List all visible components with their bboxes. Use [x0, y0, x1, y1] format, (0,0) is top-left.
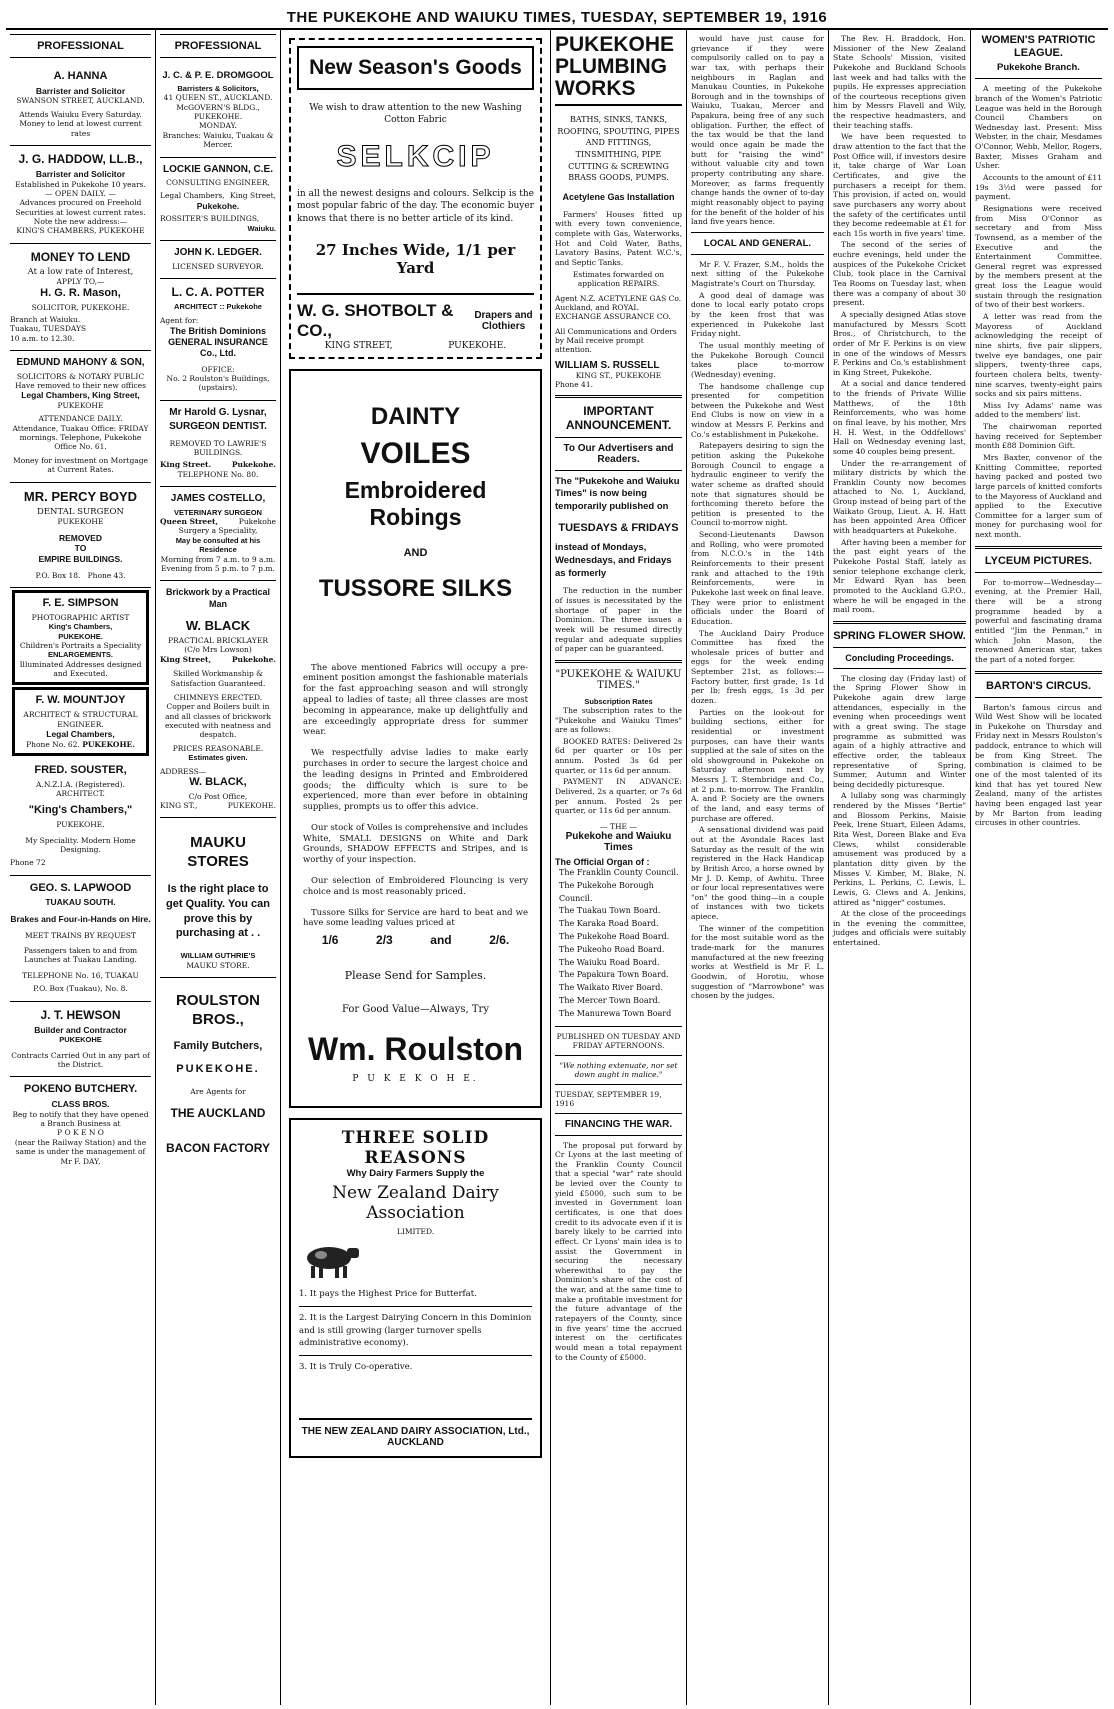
article-paragraph: Ratepayers desiring to sign the petition asking the Pukekohe Borough Council to engage a hydraulic engineer to verify the water scheme as drafted should note that signatures should be forthcoming thereto before the petition is presented to the Council to-morrow night.: [691, 441, 824, 528]
ad-name: LOCKIE GANNON, C.E.: [162, 163, 273, 175]
ad-address: SWANSON STREET, AUCKLAND.: [16, 96, 145, 106]
article-paragraph: A specially designed Atlas stove manufactured by Messrs Scott Bros., of Christchurch, to the order of Mr F. Perkins is on view in one of the windows of Messrs F. Perkins and Co.'s establishment in King Street, Pukekohe.: [833, 309, 966, 377]
column-3: [281, 30, 551, 1705]
ad-text: PUKEKOHE: [57, 400, 104, 410]
article-paragraph: A lullaby song was charmingly rendered by the Misses "Bertie" and Blossom Perkins, Maisie Peek, Irene Stuart, Eileen Adams, Rita West, Doreen Blake and Eva Clews, whilst considerable amusement was produced by a plantation ditty given by the Misses V. Kimber, M. Blake, N. Perkins, L. Perkins, C. Lewis, L. Lewis, G. Clews and A. Jenkins, attired as "nigger" costumes.: [833, 791, 966, 907]
cow-illustration: [299, 1240, 363, 1280]
ad-text: 10 a.m. to 12.30.: [10, 333, 75, 343]
ad-text: Pukekohe.: [196, 200, 240, 211]
ad-text: Attendance, Tuakau Office: FRIDAY mornings. Telephone, Pukekohe Office No. 61.: [12, 423, 149, 452]
ad-name: Wm. Roulston: [307, 1031, 524, 1068]
article-paragraph: A good deal of damage was done to local early potato crops by the keen frost that was experienced in Pukekohe last Friday night.: [691, 290, 824, 339]
ad-mahony: [10, 351, 151, 483]
ad-text: Estimates forwarded on application REPAIRS.: [572, 269, 665, 288]
ad-text: Beg to notify that they have opened a Branch Business at: [12, 1109, 149, 1128]
ad-text: McGOVERN'S BLDG., PUKEKOHE.: [176, 102, 260, 121]
article-paragraph: The handsome challenge cup presented for competition between the Pukekohe and West End Clubs is now on view in a window at Messrs F. Perkins and Co.'s establishment in Pukekohe.: [691, 381, 824, 439]
article-paragraph: A sensational dividend was paid out at the Avondale Races last Saturday as the result of the win registered in the Hack Handicap by British Arco, a horse owned by Mr J. D. Kemp, of Awhitu. Three or four local representatives were "on" the good thing—in a couple of instances with two tickets apiece.: [691, 825, 824, 922]
ad-text: For Good Value—Always, Try: [342, 1004, 489, 1016]
organ-list-item: The Pukekohe Borough Council.: [559, 880, 654, 903]
ad-text: PUKEKOHE.: [56, 820, 105, 830]
article-paragraph: The winner of the competition for the most suitable word as the trade-mark for the manures manufactured at the new freezing works at Westfield is Mr F. L. Goodwin, of Horotiu, whose suggestion of "Marrowbone" was chosen by the judges.: [691, 923, 824, 1001]
announcement-text: TUESDAYS & FRIDAYS: [558, 521, 679, 534]
ad-text: WILLIAM GUTHRIE'S: [180, 951, 256, 961]
ad-text: King's Chambers,: [48, 622, 113, 632]
ad-text: Are Agents for: [190, 1087, 246, 1096]
ad-souster: [10, 758, 151, 876]
ad-text: The British Dominions GENERAL INSURANCE Co., Ltd.: [168, 325, 268, 359]
ad-text: KING STREET,: [324, 340, 393, 351]
ad-text: Phone No. 62.: [26, 739, 80, 749]
ad-text: BACON FACTORY: [165, 1141, 270, 1156]
organ-list-item: The Papakura Town Board.: [559, 970, 669, 980]
ad-paragraph: Farmers' Houses fitted up with every town convenience, complete with Gas, Waterworks, Hot and Cold Water, Baths, Lavatory Basins, Patent W.C.'s, and Septic Tanks.: [555, 209, 682, 267]
ad-text: ARCHITECT.: [56, 789, 105, 798]
article-paragraph: BOOKED RATES: Delivered 2s 6d per quarter or 10s per annum. Posted 3s 6d per quarter, or 11s 6d per annum.: [555, 736, 682, 775]
ad-ledger: [160, 241, 276, 279]
announcement-subheading: To Our Advertisers and Readers.: [563, 442, 674, 465]
article-paragraph: For to-morrow—Wednesday—evening, at the Premier Hall, there will be a strong programme headed by a powerful and fascinating drama entitled "Jim the Penman," in which John Mason, the renowned American star, takes the part of a noted forger.: [975, 577, 1102, 664]
ad-text: PUKEKOHE.: [82, 739, 135, 749]
ad-text: Morning from 7 a.m. to 9 a.m.: [160, 554, 276, 564]
ad-text: Note the new address:—: [33, 217, 128, 226]
ad-text: PUKEKOHE.: [227, 801, 276, 810]
article-subheading: Pukekohe Branch.: [997, 62, 1080, 74]
ad-text: PUKEKOHE.: [58, 631, 103, 641]
announcement-text: The "Pukekohe and Waiuku Times" is now being temporarily published on: [555, 475, 680, 513]
ad-text: Pukekohe: [238, 517, 276, 526]
organ-list-item: The Tuakau Town Board.: [559, 906, 661, 916]
ad-text: At a low rate of Interest,: [27, 266, 134, 277]
ad-dromgool: [160, 64, 276, 158]
ad-simpson: [12, 590, 149, 685]
article-paragraph: After having been a member for the past eight years of the Pukekohe Postal Staff, lately as senior telephone exchange clerk, Mr Edward Ryan has been promoted to the Auckland G.P.O., where he will be engaged in the mail room.: [833, 537, 966, 615]
ad-text: My Speciality. Modern Home Designing.: [25, 835, 136, 854]
ad-name: J. C. & P. E. DROMGOOL: [162, 70, 274, 81]
ad-name: Mr Harold G. Lysnar,: [169, 406, 267, 418]
ad-text: P O K E N O: [57, 1128, 104, 1138]
article-paragraph: A letter was read from the Mayoress of Auckland acknowledging the receipt of nine shirts, five pair slippers, twelve eye bandages, one pair slippers, twenty-three caps, fourteen cholera belts, twenty-nine scarves, twenty-eight pairs socks and six pairs mittens.: [975, 312, 1102, 399]
organ-list-item: The Waikato River Board.: [559, 983, 663, 993]
price: 1/6: [321, 933, 339, 948]
organ-list-item: The Pukekohe Road Board.: [559, 931, 670, 941]
ad-text: Legal Chambers, King Street,: [21, 390, 140, 401]
section-professional: PROFESSIONAL: [10, 34, 151, 58]
motto: "We nothing extenuate, nor set down aught in malice.": [559, 1060, 678, 1079]
article-paragraph: The usual monthly meeting of the Pukekohe Borough Council takes place to-morrow (Wednesday) evening.: [691, 340, 824, 379]
announcement-text: instead of Mondays, Wednesdays, and Fridays as formerly: [555, 541, 672, 579]
ad-text: THE NEW ZEALAND DAIRY ASSOCIATION, Ltd., AUCKLAND: [299, 1418, 532, 1448]
ad-name: A. HANNA: [53, 70, 108, 82]
ad-lockie: [160, 158, 276, 242]
article-paragraph: Under the re-arrangement of military districts by which the Franklin County now becomes attached to No. 1, Auckland, Group instead of being part of the Waikato Group, Lieut. A. H. Hatt has been appointed Area Officer with headquarters at Pukekohe.: [833, 458, 966, 536]
ad-paragraph: Our stock of Voiles is comprehensive and includes White, SMALL DESIGNS on White and Dark Grounds, SHADOW EFFECTS and Stripes, and is worthy of your inspection.: [303, 822, 528, 866]
ad-name: J. G. HADDOW, LL.B.,: [18, 151, 143, 166]
organ-list-item: The Manurewa Town Board: [559, 1008, 672, 1018]
announcement-heading: IMPORTANT ANNOUNCEMENT.: [565, 403, 672, 432]
ad-text: Barristers & Solicitors,: [177, 83, 259, 93]
price: and: [430, 933, 452, 948]
ad-address: KING'S CHAMBERS, PUKEKOHE: [16, 226, 145, 236]
ad-name: JAMES COSTELLO,: [170, 493, 266, 505]
ad-name: F. E. SIMPSON: [42, 597, 119, 609]
ad-text: (C/o Mrs Lowson): [184, 645, 252, 655]
ad-haddow: [10, 146, 151, 244]
ad-text: — OPEN DAILY. —: [45, 188, 116, 198]
ad-text: ENLARGEMENTS.: [47, 650, 113, 660]
article-paragraph: At a social and dance tendered to the friends of Private Willie Matthews, of the 18th Reinforcements, who was home on final leave, by his mother, Mrs H. H. West, in the Oddfellows' Hall on Wednesday evening last, some 40 couples being present.: [833, 379, 966, 456]
organ-list-item: The Franklin County Council.: [559, 867, 679, 877]
ad-text: LICENSED SURVEYOR.: [172, 261, 264, 271]
ad-text: Established in Pukekohe 10 years.: [15, 179, 146, 189]
ad-text: DENTAL SURGEON: [37, 506, 124, 517]
article-heading: LOCAL AND GENERAL.: [703, 237, 812, 249]
ad-name: W. BLACK,: [189, 775, 247, 788]
ad-text: KING ST., PUKEKOHE: [575, 370, 662, 380]
article-paragraph: Barton's famous circus and Wild West Show will be located in Pukekohe on Thursday and Friday next in Messrs Roulston's paddock, entrance to which will be from King Street. The combination is claimed to be one of the most talented of its kind that has yet toured New Zealand, many of the artistes having been engaged last year by Mr Barton from leading circuses in other countries.: [975, 702, 1102, 828]
ad-note: Money to lend at lowest current rates: [19, 119, 142, 138]
subscription-heading: "PUKEKOHE & WAIUKU TIMES.": [555, 668, 682, 691]
ad-text: TUAKAU: [105, 970, 139, 980]
ad-text: PUKEKOHE.: [448, 340, 507, 351]
ad-name: POKENO BUTCHERY.: [23, 1083, 138, 1096]
column-7: [971, 30, 1106, 1705]
ad-black: [160, 581, 276, 818]
ad-text: Phone 72: [10, 858, 46, 868]
ad-text: Why Dairy Farmers Supply the: [346, 1168, 485, 1180]
ad-text: MEET TRAINS BY REQUEST: [24, 930, 137, 940]
ad-hewson: [10, 1002, 151, 1078]
article-paragraph: The Rev. H. Braddock, Hon. Missioner of the New Zealand State Schools' Mission, visited Pukekohe and Buckland Schools last week and had talks with the pupils. He expresses appreciation of the courteous receptions given him by Messrs Flavell and Wily, the respective headmasters, and their teaching staffs.: [833, 34, 966, 130]
article-paragraph: The closing day (Friday last) of the Spring Flower Show in Pukekohe again drew large attendances, especially in the evening when proceedings went with a great swing. The stage programme as submitted was again of a highly attractive and effective order, the tableaux representative of Spring, Summer, Autumn and Winter being decidedly picturesque.: [833, 673, 966, 789]
price: 2/6.: [489, 933, 510, 948]
ad-text: KING ST.,: [160, 801, 198, 810]
ad-name: J. T. HEWSON: [40, 1007, 121, 1022]
ad-paragraph: Tussore Silks for Service are hard to beat and we have some leading values priced at: [303, 907, 528, 929]
ad-text: AND: [403, 546, 428, 559]
ad-text: Children's Portraits a Speciality: [19, 640, 142, 650]
ad-text: REMOVED TO LAWRIE'S BUILDINGS.: [169, 438, 267, 457]
ad-name: GEO. S. LAPWOOD: [29, 881, 132, 894]
ad-text: Skilled Workmanship & Satisfaction Guaranteed.: [170, 669, 266, 688]
ad-text: We wish to draw attention to the new Washing Cotton Fabric: [309, 103, 522, 126]
ad-lysnar: [160, 401, 276, 488]
organ-list-item: The Waiuku Road Board.: [559, 957, 660, 967]
ad-name: EDMUND MAHONY & SON,: [16, 357, 145, 368]
ad-note: Attends Waiuku Every Saturday.: [19, 109, 142, 119]
article-paragraph: Mrs Baxter, convenor of the Knitting Committee, reported having packed and posted two large parcels of knitted comforts to the Mayoress of Auckland and applied to the Executive Committee for a larger sum of money for purchasing wool for next month.: [975, 452, 1102, 540]
ad-headline: TUSSORE SILKS: [318, 574, 513, 602]
ad-headline: New Zealand Dairy Association: [332, 1183, 499, 1224]
ad-text: PUKEKOHE: [59, 1035, 102, 1045]
ad-paragraph: Our selection of Embroidered Flouncing is very choice and is most reasonably priced.: [303, 875, 528, 897]
ad-text: Agent N.Z. ACETYLENE GAS Co. Auckland, and ROYAL EXCHANGE ASSURANCE CO.: [555, 293, 682, 321]
ad-text: OFFICE:: [201, 364, 235, 374]
ad-text: MONDAY.: [199, 121, 237, 131]
ad-text: Drapers and Clothiers: [474, 309, 533, 332]
ad-headline: THREE SOLID REASONS: [341, 1128, 490, 1169]
ad-hanna: [10, 64, 151, 146]
ad-headline: SELKCIP: [336, 140, 495, 174]
ad-text: P.O. Box (Tuakau), No. 8.: [33, 984, 128, 994]
ad-text: P U K E K O H E.: [352, 1074, 479, 1085]
ad-text: Pukekohe.: [231, 460, 276, 470]
ad-text: Contracts Carried Out in any part of the District.: [11, 1050, 150, 1069]
ad-text: PRACTICAL BRICKLAYER: [168, 636, 268, 645]
ad-text: Phone 43.: [87, 570, 126, 580]
ad-text: Brakes and Four-in-Hands on Hire.: [10, 914, 151, 924]
article-heading: WOMEN'S PATRIOTIC LEAGUE.: [981, 34, 1096, 59]
ad-text: Queen Street,: [160, 517, 219, 526]
ad-text: A.N.Z.I.A. (Registered).: [36, 779, 125, 789]
subscription-subheading: Subscription Rates: [584, 696, 653, 706]
ad-text: APPLY TO,—: [56, 277, 105, 287]
article-paragraph: would have just cause for grievance if they were compulsorily called on to pay a war tax, with perhaps their neighbours in Raglan and Manukau Counties, in Pukekohe Borough and in the townships of Waiuku, Tuakau, Mercer and Papakura, being free of any such obligation. Further, the effect of the tax would be that the land would once again be made the butt for "raising the wind" without valuable city and town property contributing any share. Moreover, as farms frequently change hands the owner of to-day might reasonably object to paying for the benefit of the holder of his land five years hence.: [691, 34, 824, 227]
ad-nz-dairy: [289, 1118, 542, 1458]
ad-text: Evening from 5 p.m. to 7 p.m.: [161, 563, 275, 573]
ad-name: H. G. R. Mason,: [40, 286, 121, 299]
ad-text: SOLICITOR, PUKEKOHE.: [31, 302, 130, 312]
ad-pokeno: [10, 1077, 151, 1173]
ad-text: in all the newest designs and colours. Selkcip is the most popular fabric of the day. The economic buyer knows that there is no better article of its kind.: [297, 189, 534, 224]
ad-text: Is the right place to get Quality. You can prove this by purchasing at . .: [166, 882, 270, 940]
ad-paragraph: We respectfully advise ladies to make early purchases in order to secure the largest choice and the leading designs in Printed and Embroidered goods; the difficulty which is sure to be experienced, more than ever before in obtaining supplies, prompts us to offer this advice.: [303, 748, 528, 813]
price: 2/3: [376, 933, 393, 948]
ad-text: Surgery a Speciality,: [178, 526, 258, 536]
ad-shotbolt: [289, 38, 542, 359]
ad-name: L. C. A. POTTER: [171, 285, 265, 299]
column-4: [551, 30, 687, 1705]
masthead: THE PUKEKOHE AND WAIUKU TIMES, TUESDAY, SEPTEMBER 19, 1916: [6, 6, 1108, 30]
ad-text: (near the Railway Station) and the same is under the management of Mr F. DAY,: [14, 1137, 147, 1166]
ad-headline: PLUMBING: [555, 55, 667, 79]
ad-text: May be consulted at his Residence: [175, 535, 261, 555]
ad-text: Builder and Contractor: [34, 1024, 127, 1035]
masthead-small: — THE —: [600, 821, 637, 831]
ad-text: Branches: Waiuku, Tuakau & Mercer.: [162, 130, 274, 150]
ad-plumbing-title: [555, 34, 682, 106]
ad-text: Family Butchers,: [173, 1039, 263, 1052]
ad-text: CHIMNEYS ERECTED.: [173, 692, 263, 702]
ad-text: King Street.: [160, 460, 212, 470]
ad-text: No. 2 Roulston's Buildings, (upstairs).: [166, 373, 270, 393]
article-subheading: Concluding Proceedings.: [845, 652, 954, 663]
ad-mason: [10, 244, 151, 351]
ad-text: Illuminated Addresses designed and Executed.: [19, 659, 142, 678]
publish-note: PUBLISHED ON TUESDAY AND FRIDAY AFTERNOONS.: [556, 1031, 681, 1050]
article-paragraph: Miss Ivy Adams' name was added to the members' list.: [975, 400, 1102, 420]
ad-text: REMOVED: [59, 532, 102, 543]
ad-price: 27 Inches Wide, 1/1 per Yard: [315, 240, 516, 277]
column-5: [687, 30, 829, 1705]
ad-title: Barrister and Solicitor: [35, 168, 126, 179]
ad-headline: Embroidered Robings: [344, 476, 487, 530]
ad-boyd: [10, 483, 151, 589]
reason: 3. It is Truly Co-operative.: [299, 1362, 413, 1373]
ad-name: FRED. SOUSTER,: [34, 763, 127, 776]
ad-text: 41 QUEEN ST., AUCKLAND.: [163, 93, 273, 103]
ad-paragraph: The above mentioned Fabrics will occupy a pre-eminent position amongst the fashionable materials for the fast approaching season and will strongly appeal to ladies of taste; all three classes are most becoming in appearance, make up delightfully and are exceedingly appropriate dress for summer wear.: [303, 662, 528, 738]
ad-text: TO: [74, 543, 87, 554]
ad-roulston-bros: [160, 978, 276, 1163]
article-paragraph: Parties on the look-out for building sections, either for residential or investment purposes, can have their wants supplied at the sale of sites on the old showground in Pukekohe on Saturday afternoon next by Messrs J. T. Stembridge and Co., at 2 p.m. to-morrow. The Franklin A. and P. Society are the owners of the land, and easy terms of purchase are offered.: [691, 707, 824, 823]
ad-name: JOHN K. LEDGER.: [174, 247, 262, 259]
ad-headline: WORKS: [555, 77, 636, 101]
ad-text: TUAKAU SOUTH.: [45, 897, 116, 908]
ad-text: CONSULTING ENGINEER,: [166, 178, 270, 187]
ad-text: Pukekohe.: [231, 654, 276, 664]
ad-text: PRICES REASONABLE.: [172, 743, 264, 753]
ad-headline: New Season's Goods: [297, 46, 534, 90]
reason: 2. It is the Largest Dairying Concern in this Dominion and is still growing (larger turnover spells administrative economy).: [299, 1312, 532, 1349]
ad-text: PUKEKOHE.: [176, 1063, 260, 1076]
article-paragraph: Accounts to the amount of £11 19s 3½d were passed for payment.: [975, 173, 1102, 202]
ad-costello: [160, 487, 276, 581]
ad-text: Phone 41.: [555, 379, 593, 389]
ad-text: THE AUCKLAND: [170, 1106, 266, 1121]
ad-text: P.O. Box 18.: [35, 570, 81, 580]
ad-name: MONEY TO LEND: [30, 249, 131, 264]
ad-text: Advances procured on Freehold Securities at lowest current rates.: [15, 198, 146, 217]
ad-text: PHOTOGRAPHIC ARTIST: [31, 612, 130, 622]
section-professional: PROFESSIONAL: [160, 34, 276, 58]
column-6: [829, 30, 971, 1705]
organ-list: [555, 867, 682, 1021]
column-1: [6, 30, 156, 1705]
ad-mauku: [160, 818, 276, 978]
ad-name: MAUKU STORES: [187, 834, 249, 871]
ad-text: All Communications and Orders by Mail receive prompt attention.: [555, 326, 677, 354]
article-paragraph: PAYMENT IN ADVANCE: Delivered, 2s a quarter, or 7s 6d per annum. Posted 2s per quarter, or 11s 6d per annum.: [555, 777, 682, 816]
ad-text: C/o Post Office,: [188, 791, 248, 801]
ad-text: ADDRESS—: [160, 766, 207, 776]
ad-text: SOLICITORS & NOTARY PUBLIC: [16, 371, 145, 381]
ad-text: EMPIRE BUILDINGS.: [38, 554, 123, 564]
ad-name: ROULSTON BROS.,: [176, 992, 260, 1028]
ad-text: BATHS, SINKS, TANKS, ROOFING, SPOUTING, PIPES AND FITTINGS, TINSMITHING, PIPE CUTTING & SCREWING BRASS GOODS, PUMPS.: [557, 115, 680, 183]
ad-text: Brickwork by a Practical Man: [165, 587, 271, 609]
ad-text: SURGEON DENTIST.: [169, 421, 267, 433]
ad-text: Have removed to their new offices: [15, 380, 146, 390]
ad-text: Estimates given.: [188, 753, 248, 763]
ad-text: Legal Chambers,: [46, 728, 115, 739]
price-list: [303, 933, 528, 947]
ad-text: PUKEKOHE: [57, 517, 104, 527]
organ-list-item: The Mercer Town Board.: [559, 995, 661, 1005]
ad-text: Copper and Boilers built in and all classes of brickwork executed with neatness and despatch.: [164, 702, 272, 740]
reason: 1. It pays the Highest Price for Butterfat.: [299, 1289, 477, 1300]
ad-roulston: [289, 369, 542, 1108]
masthead-small: Pukekohe and Waiuku Times: [565, 830, 672, 853]
column-2: [156, 30, 281, 1705]
ad-mountjoy: [12, 687, 149, 756]
ad-name: WILLIAM S. RUSSELL: [555, 359, 660, 371]
ad-text: Branch at Waiuku.: [10, 314, 81, 324]
ad-text: ARCHITECT & STRUCTURAL ENGINEER.: [23, 710, 138, 729]
ad-headline: PUKEKOHE: [555, 33, 675, 56]
issue-date: TUESDAY, SEPTEMBER 19, 1916: [555, 1089, 662, 1108]
organ-list-item: The Pukeoho Road Board.: [559, 944, 665, 954]
ad-text: Please Send for Samples.: [344, 969, 487, 983]
ad-text: King Street,: [160, 654, 212, 664]
ad-title: Barrister and Solicitor: [35, 85, 126, 96]
article-heading: BARTON'S CIRCUS.: [985, 679, 1092, 692]
ad-lapwood: [10, 876, 151, 1002]
article-heading: LYCEUM PICTURES.: [984, 554, 1093, 567]
ad-text: Waiuku.: [247, 223, 276, 233]
ad-text: King Street,: [229, 191, 276, 201]
ad-name: W. G. SHOTBOLT & CO.,: [297, 300, 454, 340]
article-paragraph: The subscription rates to the "Pukekohe and Waiuku Times" are as follows:: [555, 705, 682, 735]
ad-text: Agent for:: [160, 316, 199, 326]
ad-text: ATTENDANCE DAILY.: [38, 414, 123, 424]
ad-text: Money for investment on Mortgage at Current Rates.: [13, 455, 148, 475]
ad-text: TELEPHONE No. 80.: [177, 469, 259, 479]
ad-text: Tuakau, TUESDAYS: [10, 324, 87, 334]
ad-name: MR. PERCY BOYD: [23, 488, 138, 504]
article-paragraph: The second of the series of euchre evenings, held under the auspices of the Pukekohe Cricket Club, took place in the Carnival Tea Rooms on Tuesday last, when there was a company of about 30 present.: [833, 240, 966, 308]
ad-text: Passengers taken to and from Launches at Tuakau Landing.: [23, 946, 138, 965]
article-paragraph: The chairwoman reported having received for September month £88 Dominion Gift.: [975, 422, 1102, 451]
ad-name: F. W. MOUNTJOY: [35, 694, 126, 707]
article-paragraph: The proposal put forward by Cr Lyons at the last meeting of the Franklin County Council that a special "war" rate should be levied over the County to yield £5000, such sum to be invested in Government loan certificates, is one that does credit to its advocate even if it is barely likely to be carried into effect. Cr Lyons' main idea is to assist the Government in securing the necessary wherewithal to pay the Dominion's share of the cost of the war, and at the same time to make a profitable investment for the future advantage of the ratepayers of the County, since in five years' time the accrued interest on the certificates would mean a total repayment to the County of £5000.: [555, 1140, 682, 1362]
organ-heading: The Official Organ of :: [555, 856, 650, 867]
organ-list-item: The Karaka Road Board.: [559, 919, 659, 929]
article-paragraph: At the close of the proceedings in the evening the committee, judges and officials were suitably entertained.: [833, 909, 966, 948]
ad-name: W. BLACK: [185, 617, 251, 633]
article-paragraph: Second-Lieutenants Dawson and Rolling, who were promoted from N.C.O.'s in the 14th Reinforcements to their present rank and attached to the 19th Reinforcements, were in Pukekohe last week on final leave. They were prior to enlistment officials under the Board of Education.: [691, 530, 824, 626]
article-paragraph: A meeting of the Pukekohe branch of the Women's Patriotic League was held in the Borough Council Chambers on Wednesday last. Present: Miss Webster, in the chair, Mesdames O'Connor, Webb, Mellor, Rogers, Baxter, Misses Graham and Usher.: [975, 84, 1102, 171]
ad-text: ROSSITER'S BUILDINGS,: [160, 214, 260, 224]
ad-text: CLASS BROS.: [51, 1099, 110, 1109]
ad-text: TELEPHONE No. 16,: [22, 970, 103, 980]
article-paragraph: The reduction in the number of issues is necessitated by the shortage of paper in the Dominion. The three issues a week will be resumed directly regular and adequate supplies of paper can be guaranteed.: [555, 586, 682, 654]
article-paragraph: Resignations were received from Miss O'Connor as secretary and from Miss Townsend, as a member of the Executive and the Entertainment Committee. General regret was expressed by the members present at the great loss the League would sustain through the resignation of two of their best workers.: [975, 203, 1102, 310]
ad-text: Legal Chambers,: [160, 191, 225, 201]
article-heading: SPRING FLOWER SHOW.: [833, 629, 966, 642]
article-heading: FINANCING THE WAR.: [564, 1118, 673, 1130]
ad-text: LIMITED.: [396, 1227, 435, 1237]
ad-text: MAUKU STORE.: [186, 960, 250, 970]
ad-potter: [160, 279, 276, 401]
ad-headline: DAINTY: [370, 402, 461, 430]
ad-text: ARCHITECT :: Pukekohe: [174, 302, 262, 311]
article-paragraph: We have been requested to draw attention to the fact that the Post Office will, if investors desire it, take charge of War Loan Certificates, and give the purchasers a receipt for them. This provision, if acted on, would save purchasers any worry about the safety of the certificates until they become redeemable at £1 for each 15s worth in five years' time.: [833, 132, 966, 238]
ad-text: Acetylene Gas Installation: [562, 191, 675, 202]
ad-text: "King's Chambers,": [28, 804, 133, 817]
article-paragraph: The Auckland Dairy Produce Committee has fixed the wholesale prices of butter and eggs for the week ending September 21st, as follows:—Factory butter, first grade, 1s 1d per lb; fresh eggs, 1s 3d per dozen.: [691, 628, 824, 705]
ad-headline: VOILES: [360, 436, 471, 470]
article-paragraph: Mr F. V. Frazer, S.M., holds the next sitting of the Pukekohe Magistrate's Court on Thursday.: [691, 259, 824, 289]
ad-text: VETERINARY SURGEON: [174, 507, 262, 517]
